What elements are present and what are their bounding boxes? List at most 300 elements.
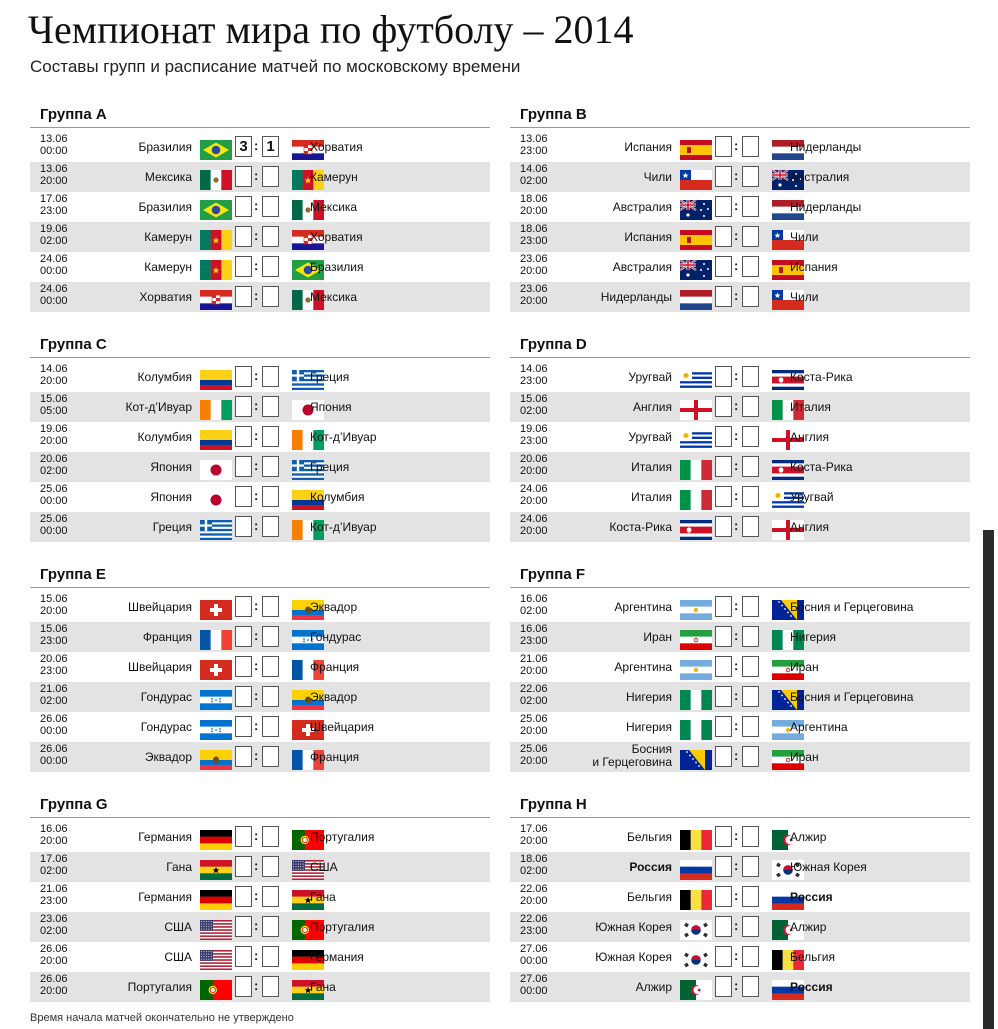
match-row xyxy=(510,942,970,972)
away-score-box[interactable] xyxy=(742,976,759,997)
home-score-box[interactable] xyxy=(235,486,252,507)
away-score-box[interactable] xyxy=(742,886,759,907)
home-score-box[interactable] xyxy=(235,976,252,997)
match-time: 00:00 xyxy=(40,755,68,767)
away-team: Нидерланды xyxy=(790,140,862,154)
away-score-box[interactable] xyxy=(262,396,279,417)
away-team: Россия xyxy=(790,980,833,994)
away-score-box[interactable] xyxy=(262,626,279,647)
match-row xyxy=(510,882,970,912)
home-score-box[interactable] xyxy=(715,746,732,767)
usa-flag-icon xyxy=(200,920,232,940)
home-team: Швейцария xyxy=(127,660,192,674)
score-separator: : xyxy=(734,628,739,643)
match-row xyxy=(510,822,970,852)
away-team: Нигерия xyxy=(790,630,837,644)
match-row xyxy=(30,162,490,192)
match-date: 24.06 xyxy=(520,513,548,525)
score-separator: : xyxy=(734,688,739,703)
away-score-box[interactable] xyxy=(742,946,759,967)
match-list xyxy=(510,362,970,542)
ivory-coast-flag-icon xyxy=(200,400,232,420)
group-divider xyxy=(510,817,970,818)
home-score-box[interactable] xyxy=(715,196,732,217)
match-date: 25.06 xyxy=(40,483,68,495)
home-score-box[interactable] xyxy=(715,686,732,707)
match-date: 25.06 xyxy=(520,743,548,755)
japan-flag-icon xyxy=(200,460,232,480)
away-team: Коста-Рика xyxy=(790,370,853,384)
home-team: Австралия xyxy=(612,200,672,214)
score-separator: : xyxy=(254,288,259,303)
away-score-box[interactable] xyxy=(262,656,279,677)
spain-flag-icon xyxy=(680,140,712,160)
away-score-box[interactable] xyxy=(742,626,759,647)
match-time: 20:00 xyxy=(520,465,548,477)
match-row xyxy=(30,822,490,852)
match-time: 20:00 xyxy=(520,265,548,277)
match-date: 17.06 xyxy=(520,823,548,835)
australia-flag-icon xyxy=(680,260,712,280)
home-score-box[interactable]: 3 xyxy=(235,136,252,157)
home-score-box[interactable] xyxy=(235,656,252,677)
match-row xyxy=(30,422,490,452)
home-team: Португалия xyxy=(127,980,192,994)
match-time: 00:00 xyxy=(40,725,68,737)
home-score-box[interactable] xyxy=(235,516,252,537)
match-date: 21.06 xyxy=(520,653,548,665)
home-score-box[interactable] xyxy=(715,656,732,677)
match-time: 23:00 xyxy=(40,895,68,907)
match-date: 15.06 xyxy=(40,393,68,405)
away-score-box[interactable] xyxy=(742,486,759,507)
match-time: 02:00 xyxy=(520,405,548,417)
away-team: Португалия xyxy=(310,920,375,934)
match-row xyxy=(510,972,970,1002)
match-time: 20:00 xyxy=(40,955,68,967)
away-score-box[interactable] xyxy=(262,366,279,387)
match-time: 23:00 xyxy=(520,925,548,937)
home-score-box[interactable] xyxy=(235,196,252,217)
away-score-box[interactable] xyxy=(742,166,759,187)
match-time: 20:00 xyxy=(40,605,68,617)
score-separator: : xyxy=(734,718,739,733)
match-date: 15.06 xyxy=(520,393,548,405)
match-time: 20:00 xyxy=(520,295,548,307)
away-team: Швейцария xyxy=(310,720,375,734)
away-score-box[interactable] xyxy=(262,916,279,937)
score-separator: : xyxy=(254,228,259,243)
home-team: Хорватия xyxy=(139,290,192,304)
away-team: Россия xyxy=(790,890,833,904)
away-team: Кот-д’Ивуар xyxy=(310,430,377,444)
away-score-box[interactable] xyxy=(742,366,759,387)
away-team: Бразилия xyxy=(310,260,364,274)
away-team: Испания xyxy=(790,260,838,274)
away-score-box[interactable] xyxy=(262,516,279,537)
score-separator: : xyxy=(734,488,739,503)
home-team-line1: Босния xyxy=(631,742,672,756)
away-score-box[interactable] xyxy=(742,716,759,737)
away-team: Алжир xyxy=(790,830,827,844)
away-score-box[interactable] xyxy=(262,286,279,307)
home-team: Камерун xyxy=(144,230,192,244)
match-row xyxy=(30,362,490,392)
home-score-box[interactable] xyxy=(715,916,732,937)
match-row xyxy=(510,422,970,452)
away-team: Коста-Рика xyxy=(790,460,853,474)
away-score-box[interactable]: 1 xyxy=(262,136,279,157)
away-score-box[interactable] xyxy=(262,486,279,507)
home-score-box[interactable] xyxy=(235,366,252,387)
match-time: 00:00 xyxy=(40,495,68,507)
score-separator: : xyxy=(734,428,739,443)
home-score-box[interactable] xyxy=(715,486,732,507)
match-time: 20:00 xyxy=(520,525,548,537)
match-date: 25.06 xyxy=(40,513,68,525)
home-team: Чили xyxy=(643,170,672,184)
score-separator: : xyxy=(254,518,259,533)
away-team: Франция xyxy=(310,750,360,764)
match-time: 02:00 xyxy=(40,865,68,877)
match-date: 27.06 xyxy=(520,943,548,955)
home-score-box[interactable] xyxy=(235,746,252,767)
away-team: Бельгия xyxy=(790,950,835,964)
score-separator: : xyxy=(734,288,739,303)
home-team: Бразилия xyxy=(138,200,192,214)
home-score-box[interactable] xyxy=(235,946,252,967)
home-team: Испания xyxy=(624,230,672,244)
match-row xyxy=(510,282,970,312)
home-team: Греция xyxy=(152,520,192,534)
score-separator: : xyxy=(254,628,259,643)
group-title: Группа G xyxy=(40,796,108,813)
score-separator: : xyxy=(254,368,259,383)
home-team: Нигерия xyxy=(625,720,672,734)
australia-flag-icon xyxy=(680,200,712,220)
away-score-box[interactable] xyxy=(742,856,759,877)
home-score-box[interactable] xyxy=(235,686,252,707)
away-score-box[interactable] xyxy=(742,196,759,217)
home-score-box[interactable] xyxy=(715,626,732,647)
away-score-box[interactable] xyxy=(262,686,279,707)
group-divider xyxy=(30,127,490,128)
ghana-flag-icon xyxy=(200,860,232,880)
score-separator: : xyxy=(254,258,259,273)
score-separator: : xyxy=(254,718,259,733)
home-score-box[interactable] xyxy=(715,596,732,617)
ecuador-flag-icon xyxy=(200,750,232,770)
away-score-box[interactable] xyxy=(262,456,279,477)
away-team: Южная Корея xyxy=(790,860,867,874)
score-separator: : xyxy=(254,828,259,843)
home-score-box[interactable] xyxy=(715,456,732,477)
match-date: 20.06 xyxy=(40,653,68,665)
home-team: Алжир xyxy=(635,980,672,994)
match-row xyxy=(30,592,490,622)
match-date: 14.06 xyxy=(520,163,548,175)
away-team: Эквадор xyxy=(310,600,358,614)
home-score-box[interactable] xyxy=(235,166,252,187)
scrollbar[interactable] xyxy=(983,530,994,1029)
away-score-box[interactable] xyxy=(742,746,759,767)
match-row xyxy=(30,972,490,1002)
home-score-box[interactable] xyxy=(715,976,732,997)
iran-flag-icon xyxy=(680,630,712,650)
away-score-box[interactable] xyxy=(742,136,759,157)
match-time: 02:00 xyxy=(40,465,68,477)
home-score-box[interactable] xyxy=(235,226,252,247)
match-row xyxy=(30,192,490,222)
score-separator: : xyxy=(254,458,259,473)
away-score-box[interactable] xyxy=(742,656,759,677)
home-team: Германия xyxy=(138,890,192,904)
match-row xyxy=(510,252,970,282)
away-score-box[interactable] xyxy=(742,916,759,937)
switzerland-flag-icon xyxy=(200,660,232,680)
costa-rica-flag-icon xyxy=(680,520,712,540)
away-team: Англия xyxy=(790,520,829,534)
match-date: 23.06 xyxy=(520,253,548,265)
away-score-box[interactable] xyxy=(262,826,279,847)
group-title: Группа C xyxy=(40,336,107,353)
match-time: 02:00 xyxy=(40,235,68,247)
match-time: 00:00 xyxy=(40,525,68,537)
home-team: Аргентина xyxy=(614,660,672,674)
match-list xyxy=(30,592,490,772)
away-score-box[interactable] xyxy=(262,716,279,737)
home-score-box[interactable] xyxy=(715,946,732,967)
away-team: Нидерланды xyxy=(790,200,862,214)
home-score-box[interactable] xyxy=(715,856,732,877)
match-row xyxy=(30,452,490,482)
home-team: Англия xyxy=(633,400,672,414)
match-row xyxy=(510,362,970,392)
score-separator: : xyxy=(254,978,259,993)
home-score-box[interactable] xyxy=(715,426,732,447)
score-separator: : xyxy=(254,398,259,413)
home-team: Бразилия xyxy=(138,140,192,154)
away-score-box[interactable] xyxy=(742,226,759,247)
match-time: 23:00 xyxy=(40,635,68,647)
away-score-box[interactable] xyxy=(262,746,279,767)
score-separator: : xyxy=(734,598,739,613)
match-time: 02:00 xyxy=(40,925,68,937)
away-team: Греция xyxy=(310,460,350,474)
score-separator: : xyxy=(254,748,259,763)
away-score-box[interactable] xyxy=(262,946,279,967)
away-team: Камерун xyxy=(310,170,358,184)
match-date: 24.06 xyxy=(40,283,68,295)
away-score-box[interactable] xyxy=(262,856,279,877)
match-date: 26.06 xyxy=(40,943,68,955)
home-score-box[interactable] xyxy=(715,396,732,417)
away-team: Португалия xyxy=(310,830,375,844)
home-team: Италия xyxy=(631,490,672,504)
away-team: Колумбия xyxy=(310,490,365,504)
home-score-box[interactable] xyxy=(715,886,732,907)
match-row xyxy=(30,512,490,542)
away-score-box[interactable] xyxy=(262,426,279,447)
away-score-box[interactable] xyxy=(742,396,759,417)
away-team: Англия xyxy=(790,430,829,444)
home-score-box[interactable] xyxy=(235,426,252,447)
home-team: Коста-Рика xyxy=(609,520,672,534)
home-score-box[interactable] xyxy=(715,256,732,277)
match-date: 23.06 xyxy=(520,283,548,295)
match-date: 16.06 xyxy=(520,593,548,605)
match-date: 23.06 xyxy=(40,913,68,925)
match-time: 20:00 xyxy=(520,895,548,907)
away-score-box[interactable] xyxy=(262,596,279,617)
portugal-flag-icon xyxy=(200,980,232,1000)
away-team: Германия xyxy=(310,950,364,964)
home-score-box[interactable] xyxy=(235,886,252,907)
match-row xyxy=(30,282,490,312)
netherlands-flag-icon xyxy=(680,290,712,310)
score-separator: : xyxy=(734,198,739,213)
away-team: Иран xyxy=(790,750,819,764)
group-divider xyxy=(510,587,970,588)
match-time: 00:00 xyxy=(520,955,548,967)
away-team: Босния и Герцеговина xyxy=(790,600,914,614)
match-row xyxy=(510,222,970,252)
match-row xyxy=(510,482,970,512)
home-score-box[interactable] xyxy=(715,286,732,307)
away-score-box[interactable] xyxy=(742,826,759,847)
away-team: Босния и Герцеговина xyxy=(790,690,914,704)
home-score-box[interactable] xyxy=(235,286,252,307)
home-team: США xyxy=(164,950,192,964)
home-score-box[interactable] xyxy=(235,916,252,937)
home-score-box[interactable] xyxy=(235,826,252,847)
away-score-box[interactable] xyxy=(742,686,759,707)
score-separator: : xyxy=(734,658,739,673)
score-separator: : xyxy=(734,368,739,383)
argentina-flag-icon xyxy=(680,660,712,680)
group-divider xyxy=(510,357,970,358)
match-time: 20:00 xyxy=(40,835,68,847)
match-date: 26.06 xyxy=(40,713,68,725)
away-score-box[interactable] xyxy=(262,196,279,217)
home-score-box[interactable] xyxy=(715,166,732,187)
match-time: 20:00 xyxy=(40,375,68,387)
match-date: 17.06 xyxy=(40,853,68,865)
colombia-flag-icon xyxy=(200,370,232,390)
nigeria-flag-icon xyxy=(680,690,712,710)
home-score-box[interactable] xyxy=(235,456,252,477)
match-date: 19.06 xyxy=(520,423,548,435)
score-separator: : xyxy=(734,168,739,183)
match-list xyxy=(510,822,970,1002)
away-score-box[interactable] xyxy=(742,596,759,617)
match-row xyxy=(30,942,490,972)
away-score-box[interactable] xyxy=(262,886,279,907)
match-time: 02:00 xyxy=(520,865,548,877)
away-team: Кот-д’Ивуар xyxy=(310,520,377,534)
match-row xyxy=(510,392,970,422)
home-team xyxy=(592,743,672,769)
match-list xyxy=(30,822,490,1002)
home-team: Уругвай xyxy=(628,430,672,444)
match-row xyxy=(30,482,490,512)
home-score-box[interactable] xyxy=(715,716,732,737)
match-time: 23:00 xyxy=(520,375,548,387)
away-score-box[interactable] xyxy=(262,226,279,247)
match-time: 23:00 xyxy=(40,205,68,217)
match-date: 13.06 xyxy=(40,163,68,175)
home-score-box[interactable] xyxy=(235,256,252,277)
match-time: 23:00 xyxy=(520,145,548,157)
home-score-box[interactable] xyxy=(235,596,252,617)
away-team: Гана xyxy=(310,890,336,904)
away-score-box[interactable] xyxy=(742,516,759,537)
match-date: 18.06 xyxy=(520,193,548,205)
score-separator: : xyxy=(734,258,739,273)
argentina-flag-icon xyxy=(680,600,712,620)
page-subtitle: Составы групп и расписание матчей по московскому времени xyxy=(30,57,521,76)
home-score-box[interactable] xyxy=(715,516,732,537)
home-score-box[interactable] xyxy=(235,856,252,877)
match-time: 02:00 xyxy=(40,695,68,707)
match-row xyxy=(510,912,970,942)
home-team: Колумбия xyxy=(137,430,192,444)
away-team: Алжир xyxy=(790,920,827,934)
germany-flag-icon xyxy=(200,890,232,910)
match-row xyxy=(510,852,970,882)
home-team: Франция xyxy=(142,630,192,644)
match-date: 17.06 xyxy=(40,193,68,205)
match-list xyxy=(30,362,490,542)
match-time: 20:00 xyxy=(520,665,548,677)
south-korea-flag-icon xyxy=(680,950,712,970)
away-score-box[interactable] xyxy=(262,256,279,277)
home-team-line2: и Герцеговина xyxy=(592,755,672,769)
match-date: 24.06 xyxy=(520,483,548,495)
match-time: 00:00 xyxy=(40,295,68,307)
match-row xyxy=(510,162,970,192)
away-score-box[interactable] xyxy=(742,426,759,447)
away-team: Иран xyxy=(790,660,819,674)
score-separator: : xyxy=(734,398,739,413)
score-separator: : xyxy=(734,138,739,153)
away-score-box[interactable] xyxy=(742,286,759,307)
home-score-box[interactable] xyxy=(235,626,252,647)
away-score-box[interactable] xyxy=(262,976,279,997)
home-score-box[interactable] xyxy=(715,136,732,157)
score-separator: : xyxy=(254,488,259,503)
match-date: 19.06 xyxy=(40,223,68,235)
home-score-box[interactable] xyxy=(235,716,252,737)
match-time: 20:00 xyxy=(520,725,548,737)
home-score-box[interactable] xyxy=(715,226,732,247)
brazil-flag-icon xyxy=(200,140,232,160)
home-score-box[interactable] xyxy=(235,396,252,417)
home-team: Бельгия xyxy=(627,890,672,904)
home-score-box[interactable] xyxy=(715,366,732,387)
match-list xyxy=(510,592,970,772)
score-separator: : xyxy=(734,748,739,763)
score-separator: : xyxy=(734,228,739,243)
away-score-box[interactable] xyxy=(742,456,759,477)
match-row xyxy=(510,592,970,622)
away-score-box[interactable] xyxy=(262,166,279,187)
honduras-flag-icon xyxy=(200,690,232,710)
home-score-box[interactable] xyxy=(715,826,732,847)
score-separator: : xyxy=(254,168,259,183)
match-time: 00:00 xyxy=(40,145,68,157)
away-score-box[interactable] xyxy=(742,256,759,277)
